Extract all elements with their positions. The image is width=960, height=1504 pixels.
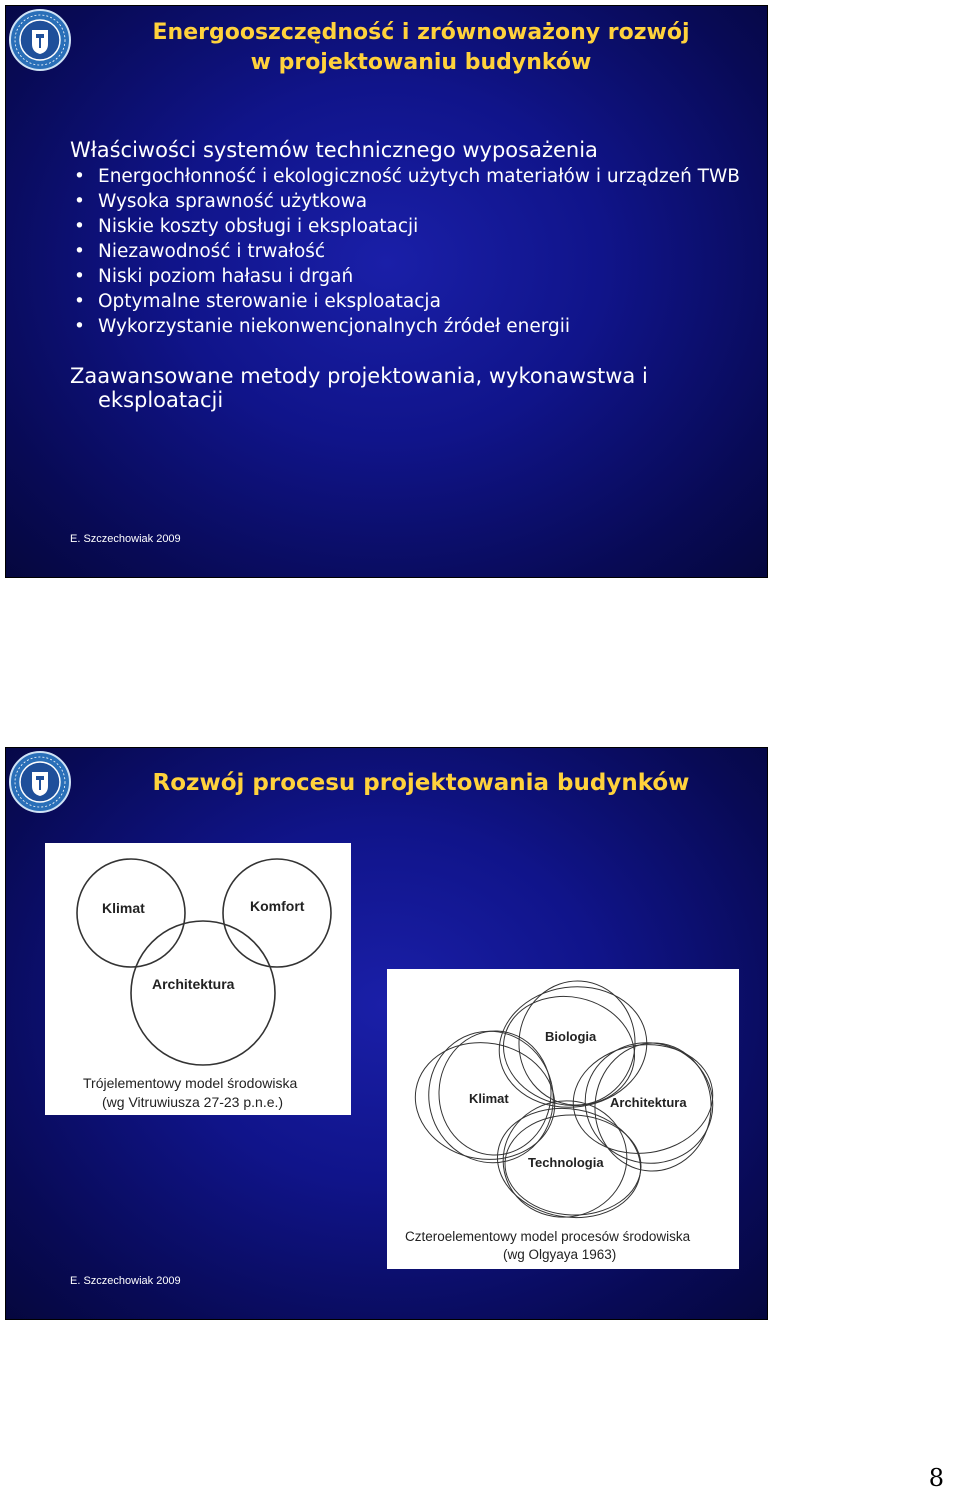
list-item: • Wysoka sprawność użytkowa (74, 191, 368, 212)
section-heading-2: Zaawansowane metody projektowania, wykonawstwa i eksploatacji (70, 364, 648, 412)
figure-caption-line-2: (wg Vitruwiusza 27-23 p.n.e.) (102, 1094, 284, 1110)
slide-footer: E. Szczechowiak 2009 (70, 1275, 181, 1287)
label-komfort: Komfort (250, 898, 305, 914)
label-architektura: Architektura (610, 1095, 687, 1110)
venn-diagram-three (45, 843, 351, 1115)
figure-caption-line-1: Czteroelementowy model procesów środowiska (405, 1229, 691, 1244)
politechnika-poznanska-logo-icon (8, 8, 72, 72)
list-item: • Optymalne sterowanie i eksploatacja (74, 291, 441, 312)
slide-footer: E. Szczechowiak 2009 (70, 533, 181, 545)
list-item: • Wykorzystanie niekonwencjonalnych źródeł energii (74, 316, 571, 337)
slide-1 (5, 5, 768, 578)
figure-caption-line-1: Trójelementowy model środowiska (83, 1075, 298, 1091)
bullet-list (70, 164, 750, 339)
label-technologia: Technologia (528, 1155, 604, 1170)
label-klimat: Klimat (469, 1091, 509, 1106)
slide-2 (5, 747, 768, 1320)
list-item: • Niskie koszty obsługi i eksploatacji (74, 216, 419, 237)
label-biologia: Biologia (545, 1029, 597, 1044)
slide-title (76, 18, 766, 78)
venn-diagram-four (387, 969, 739, 1269)
list-item: • Niski poziom hałasu i drgań (74, 266, 354, 287)
list-item: • Niezawodność i trwałość (74, 241, 326, 262)
slide-title: Rozwój procesu projektowania budynków (152, 770, 690, 796)
figure-caption-line-2: (wg Olgyaya 1963) (503, 1247, 617, 1262)
section-heading: Właściwości systemów technicznego wyposażenia (70, 138, 598, 162)
label-architektura: Architektura (152, 976, 235, 992)
slide-body (70, 138, 750, 414)
label-klimat: Klimat (102, 900, 145, 916)
slide-title-line-2: w projektowaniu budynków (250, 50, 592, 75)
three-element-model-figure (45, 843, 351, 1115)
list-item: • Energochłonność i ekologiczność użytych materiałów i urządzeń TWB (74, 166, 740, 187)
page-number: 8 (928, 1464, 944, 1492)
politechnika-poznanska-logo-icon (8, 750, 72, 814)
four-element-model-figure (387, 969, 739, 1269)
slide-title-line-1: Energooszczędność i zrównoważony rozwój (152, 20, 690, 45)
